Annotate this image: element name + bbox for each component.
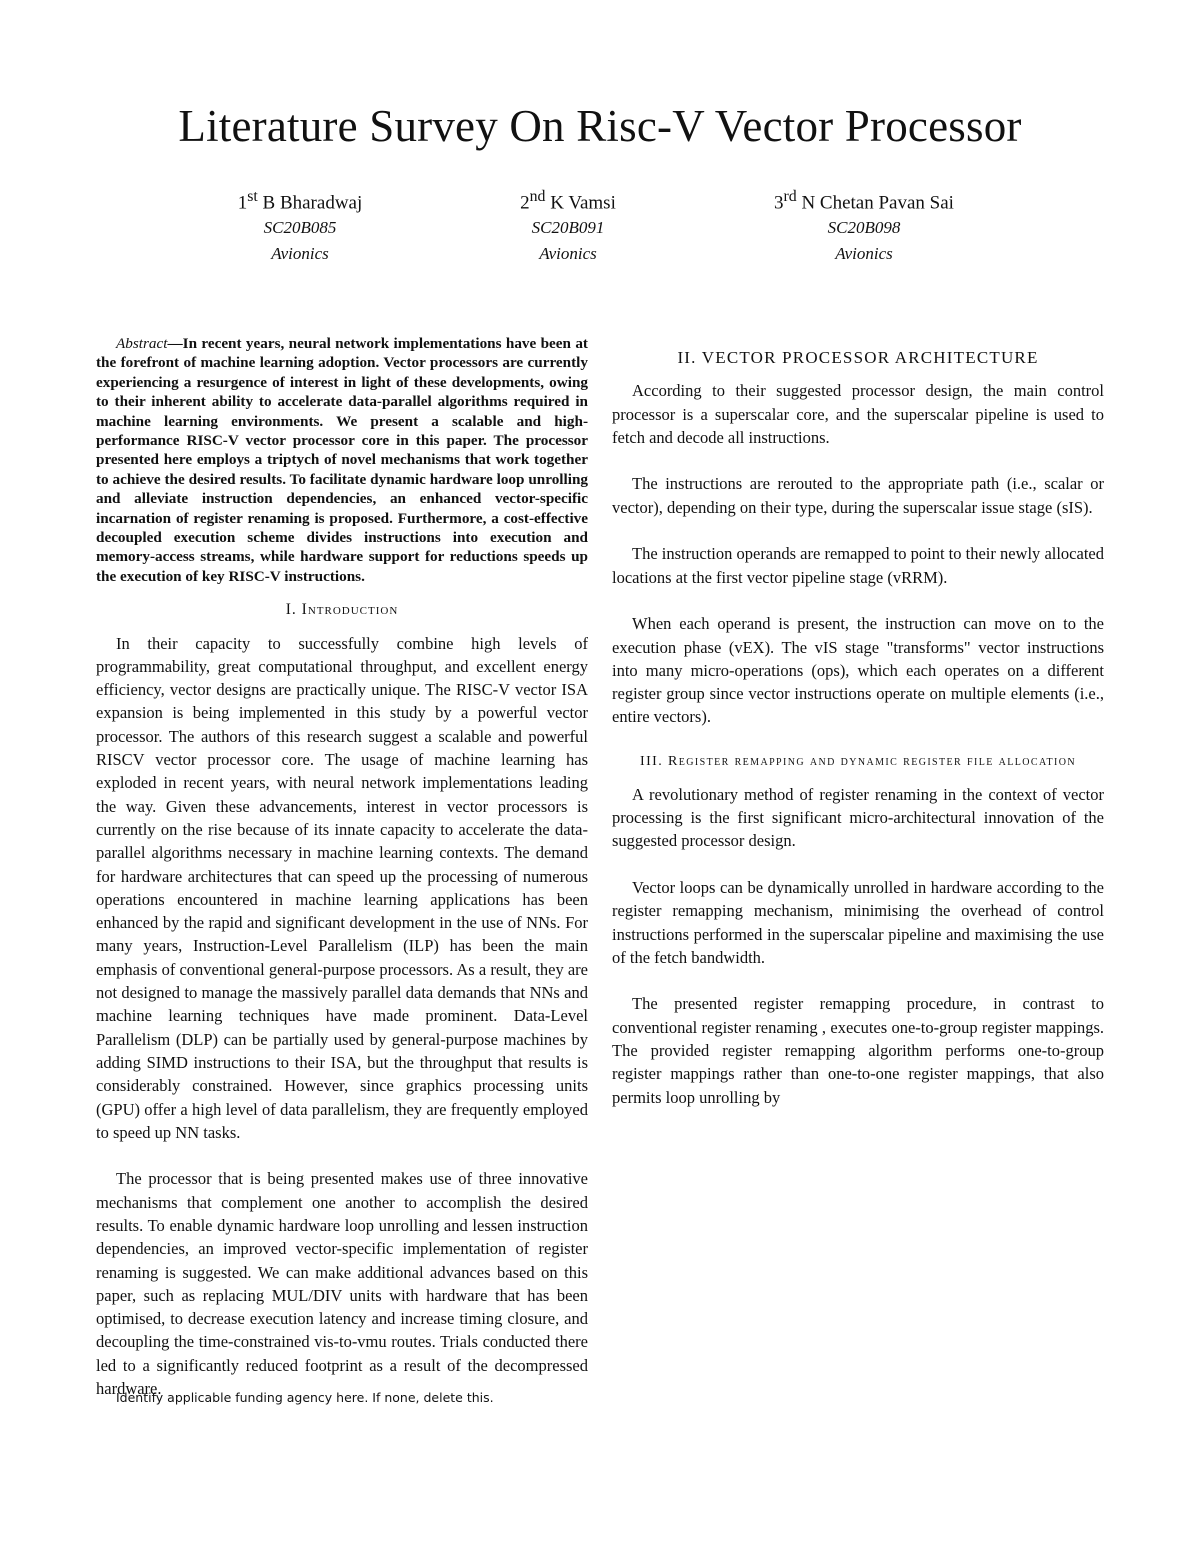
author-id: SC20B098: [827, 218, 901, 238]
author-name-line: 3rd N Chetan Pavan Sai: [774, 188, 954, 214]
remap-paragraph-2: Vector loops can be dynamically unrolled in hardware according to the register remapping mechanism, minimising the overhead of control instructions performed in the superscalar pipeline and maximising the use of the fetch bandwidth.: [612, 877, 1104, 967]
author-name: K Vamsi: [550, 192, 616, 214]
author-name-line: 1st B Bharadwaj: [237, 188, 363, 214]
author-name-line: 2nd K Vamsi: [520, 188, 616, 214]
author-id: SC20B085: [263, 218, 337, 238]
arch-paragraph-2: The instructions are rerouted to the appropriate path (i.e., scalar or vector), depending on their type, during the superscalar issue stage (sIS).: [612, 474, 1104, 517]
arch-paragraph-4: When each operand is present, the instruction can move on to the execution phase (vEX). The vIS stage "transforms" vector instructions into many micro-operations (ops), which each operates on a different register group since vector instructions operate on multiple elements (i.e., entire vectors).: [612, 614, 1104, 727]
author-3: [714, 184, 1014, 267]
remap-paragraph-1: A revolutionary method of register renaming in the context of vector processing is the first significant micro-architectural innovation of the suggested processor design.: [612, 784, 1104, 851]
section-heading-architecture: II. VECTOR PROCESSOR ARCHITECTURE: [677, 348, 1039, 367]
author-id: SC20B091: [531, 218, 605, 238]
abstract: Abstract—In recent years, neural network implementations have been at the forefront of machine learning adoption. Vector processors are currently experiencing a resurgence of interest in light of these developments, owing to their inherent ability to accelerate data-parallel algorithms required in machine learning environments. We present a scalable and high-performance RISC-V vector processor core in this paper. The processor presented here employs a triptych of novel mechanisms that work together to achieve the desired results. To facilitate dynamic hardware loop unrolling and alleviate instruction dependencies, an enhanced vector-specific incarnation of register renaming is proposed. Furthermore, a cost-effective decoupled execution scheme divides instructions into execution and memory-access streams, while hardware support for reductions speeds up the execution of key RISC-V instructions.: [96, 335, 588, 585]
abstract-text: In recent years, neural network implementations have been at the forefront of machine learning adoption. Vector processors are currently experiencing a resurgence of interest in light of these developments, owing to their inherent ability to accelerate data-parallel algorithms required in machine learning environments. We present a scalable and high-performance RISC-V vector processor core in this paper. The processor presented here employs a triptych of novel mechanisms that work together to achieve the desired results. To facilitate dynamic hardware loop unrolling and alleviate instruction dependencies, an enhanced vector-specific incarnation of register renaming is proposed. Furthermore, a cost-effective decoupled execution scheme divides instructions into execution and memory-access streams, while hardware support for reductions speeds up the execution of key RISC-V instructions.: [96, 335, 588, 585]
arch-paragraph-1: According to their suggested processor design, the main control processor is a superscalar core, and the superscalar pipeline is used to fetch and decode all instructions.: [612, 381, 1104, 447]
left-column: [96, 334, 588, 1400]
author-name: B Bharadwaj: [262, 192, 363, 214]
remap-paragraph-3: The presented register remapping procedure, in contrast to conventional register renaming , executes one-to-group register mappings. The provided register remapping algorithm performs one-to-group register mappings rather than one-to-one register mappings, that also permits loop unrolling by: [612, 994, 1104, 1107]
author-2: [418, 184, 718, 267]
arch-paragraph-3: The instruction operands are remapped to point to their newly allocated locations at the first vector pipeline stage (vRRM).: [612, 544, 1104, 587]
funding-footnote: Identify applicable funding agency here. If none, delete this.: [116, 1390, 494, 1405]
intro-paragraph-1: In their capacity to successfully combine high levels of programmability, great computational throughput, and excellent energy efficiency, vector designs are practically unique. The RISC-V vector ISA expansion is being implemented in this study by a powerful vector processor. The authors of this research suggest a scalable and powerful RISCV vector processor core. The usage of machine learning has exploded in recent years, with neural network implementations leading the way. Given these advancements, interest in vector processors is currently on the rise because of its innate capacity to accelerate the data-parallel algorithms necessary in machine learning contexts. The demand for hardware architectures that can speed up the processing of numerous operations encountered in machine learning applications has been enhanced by the rapid and significant development in the use of NNs. For many years, Instruction-Level Parallelism (ILP) has been the main emphasis of conventional general-purpose processors. As a result, they are not designed to manage the massively parallel data demands that NNs and machine learning techniques have made prominent. Data-Level Parallelism (DLP) can be partially used by general-purpose machines by adding SIMD instructions to their ISA, but the throughput that results is considerably constrained. However, since graphics processing units (GPU) offer a high level of data parallelism, they are frequently employed to speed up NN tasks.: [96, 633, 588, 1142]
section-heading-register-remapping: III. Register remapping and dynamic register file allocation: [640, 753, 1076, 769]
author-name: N Chetan Pavan Sai: [801, 192, 954, 214]
author-dept: Avionics: [271, 244, 329, 264]
right-column: [612, 334, 1104, 1109]
section-heading-introduction: I. Introduction: [285, 601, 399, 619]
author-1: [150, 184, 450, 267]
intro-paragraph-2: The processor that is being presented makes use of three innovative mechanisms that complement one another to accomplish the desired results. To enable dynamic hardware loop unrolling and lessen instruction dependencies, an improved vector-specific implementation of register renaming is suggested. We can make additional advances based on this paper, such as replacing MUL/DIV units with hardware that has been optimised, to decrease execution latency and increase timing closure, and decoupling the time-constrained vis-to-vmu routes. Trials conducted there led to a significantly reduced footprint as a result of the decompressed hardware.: [96, 1169, 588, 1399]
abstract-label: Abstract: [116, 335, 168, 352]
author-dept: Avionics: [539, 244, 597, 264]
paper-title: Literature Survey On Risc-V Vector Processor: [178, 101, 1022, 151]
author-dept: Avionics: [835, 244, 893, 264]
